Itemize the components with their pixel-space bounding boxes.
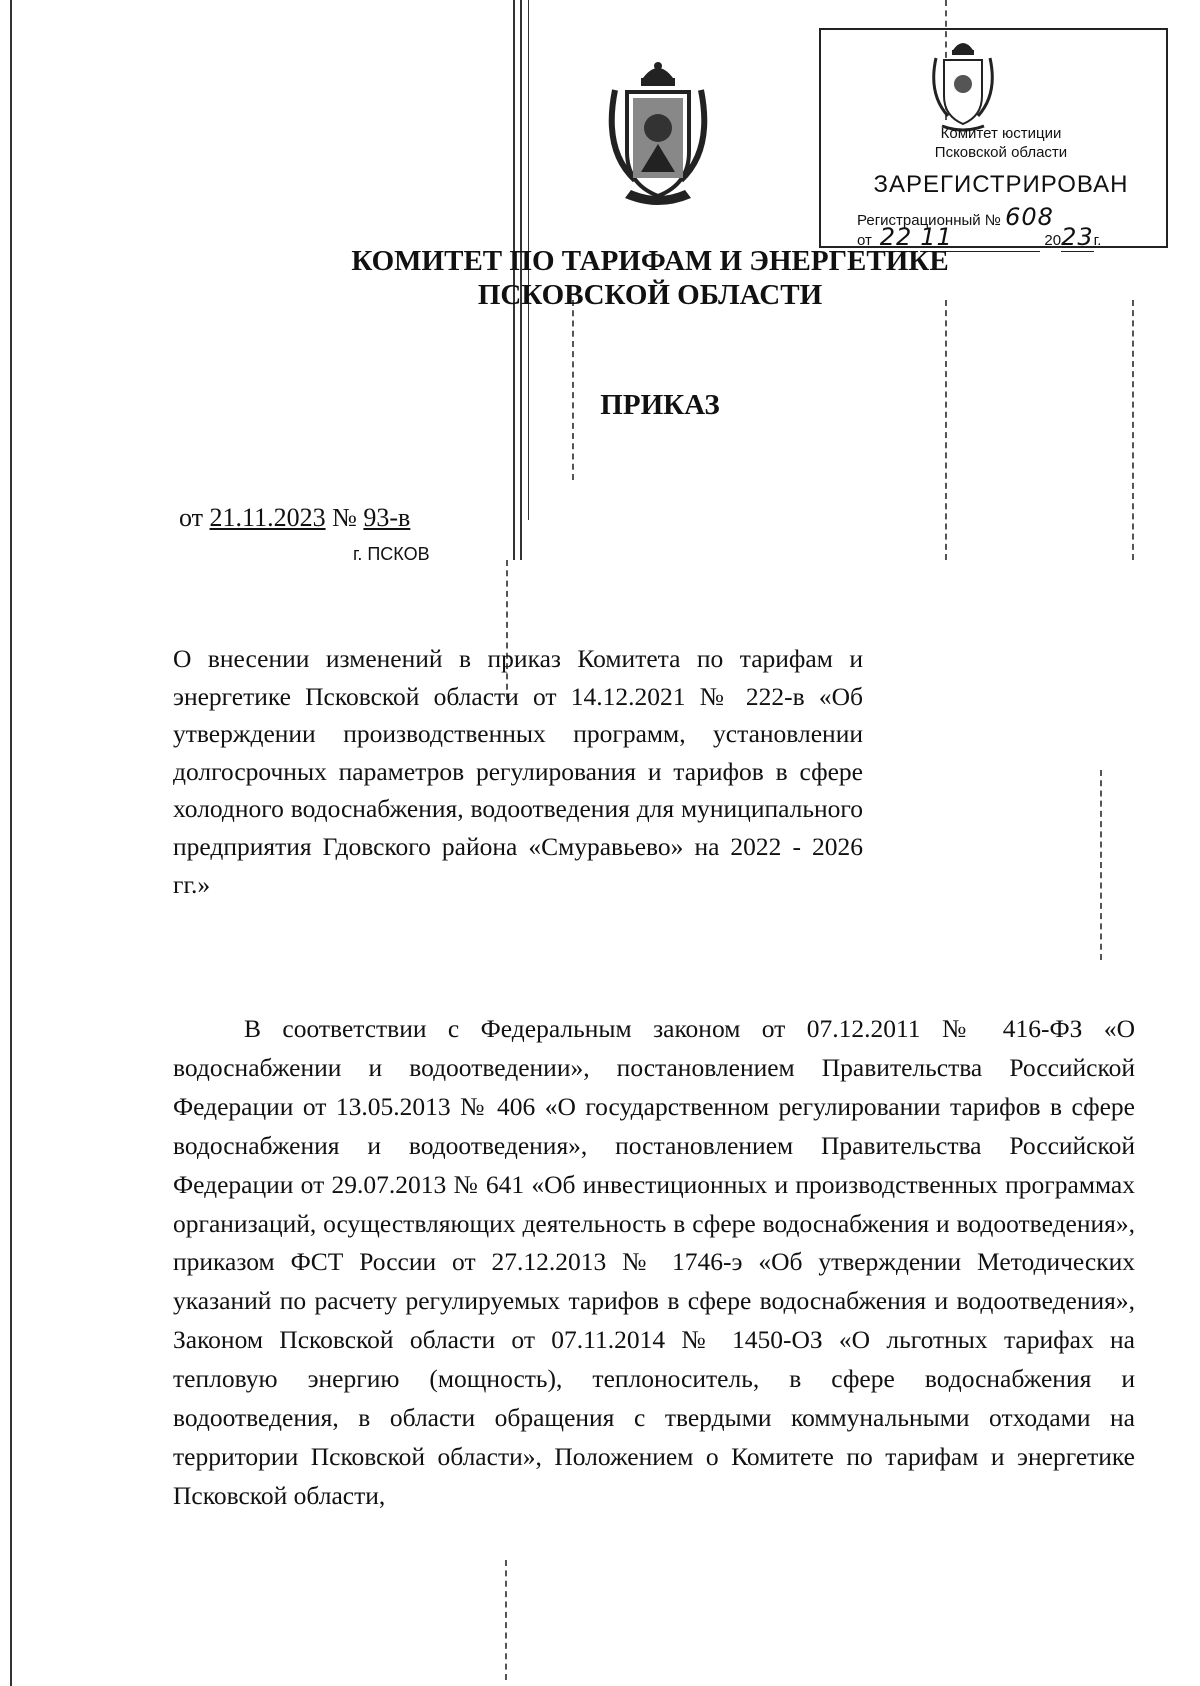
stamp-reg-label: Регистрационный № (857, 212, 1001, 229)
registration-stamp (819, 28, 1168, 251)
organization-title (330, 244, 970, 312)
stamp-date-day: 22 (876, 223, 916, 252)
order-number: 93-в (363, 503, 411, 532)
stamp-emblem (930, 38, 996, 134)
stamp-year-letter: г. (1093, 232, 1102, 249)
stamp-date-month: 11 (920, 223, 1040, 252)
scan-artifact-line (505, 1560, 507, 1680)
stamp-org-line: Псковской области (934, 144, 1068, 161)
order-city: г. ПСКОВ (353, 544, 430, 564)
stamp-year-suffix: 23 (1061, 223, 1094, 251)
stamp-status: ЗАРЕГИСТРИРОВАН (873, 171, 1129, 198)
order-date-prefix: от (179, 503, 204, 532)
scan-artifact-line (1132, 300, 1134, 560)
scan-artifact-line (1100, 770, 1102, 960)
coat-of-arms-emblem (605, 60, 711, 210)
stamp-date-prefix: от (857, 232, 872, 249)
order-body-paragraph: В соответствии с Федеральным законом от 07.12.2011 № 416-ФЗ «О водоснабжении и водоотведении», постановлением Правительства Российской Федерации от 13.05.2013 № 406 «О государственном регулировании тарифов в сфере водоснабжения и водоотведения», постановлением Правительства Российской Федерации от 29.07.2013 № 641 «Об инвестиционных и производственных программах организаций, осуществляющих деятельность в сфере водоснабжения и водоотведения», приказом ФСТ России от 27.12.2013 № 1746-э «Об утверждении Методических указаний по расчету регулируемых тарифов в сфере водоснабжения и водоотведения», Законом Псковской области от 07.11.2014 № 1450-ОЗ «О льготных тарифах на тепловую энергию (мощность), теплоноситель, в сфере водоснабжения и водоотведения, в области обращения с твердыми коммунальными отходами на территории Псковской области», Положением о Комитете по тарифам и энергетике Псковской области, (173, 1014, 1135, 1510)
scan-artifact-line (945, 300, 947, 560)
pskov-oblast-coat-of-arms-icon (605, 60, 711, 210)
organization-title-line: КОМИТЕТ ПО ТАРИФАМ И ЭНЕРГЕТИКЕ (351, 245, 949, 277)
scan-artifact-line (10, 0, 12, 1686)
document-type-title: ПРИКАЗ (600, 389, 720, 421)
stamp-reg-number: 608 (1005, 203, 1054, 231)
stamp-year-prefix: 20 (1044, 232, 1062, 249)
stamp-org-line: Комитет юстиции (940, 125, 1062, 142)
pskov-oblast-coat-of-arms-icon (930, 38, 996, 134)
order-date-number (179, 503, 410, 533)
order-date: 21.11.2023 (209, 503, 326, 532)
order-subject: О внесении изменений в приказ Комитета по тарифам и энергетике Псковской области от 14.12.2021 № 222-в «Об утверждении производственных программ, установлении долгосрочных параметров регулирования и тарифов в сфере холодного водоснабжения, водоотведения для муниципального предприятия Гдовского района «Смуравьево» на 2022 - 2026 гг.» (173, 644, 863, 899)
organization-title-line: ПСКОВСКОЙ ОБЛАСТИ (477, 279, 823, 311)
order-number-sign: № (332, 503, 357, 532)
stamp-organization (861, 124, 1141, 162)
